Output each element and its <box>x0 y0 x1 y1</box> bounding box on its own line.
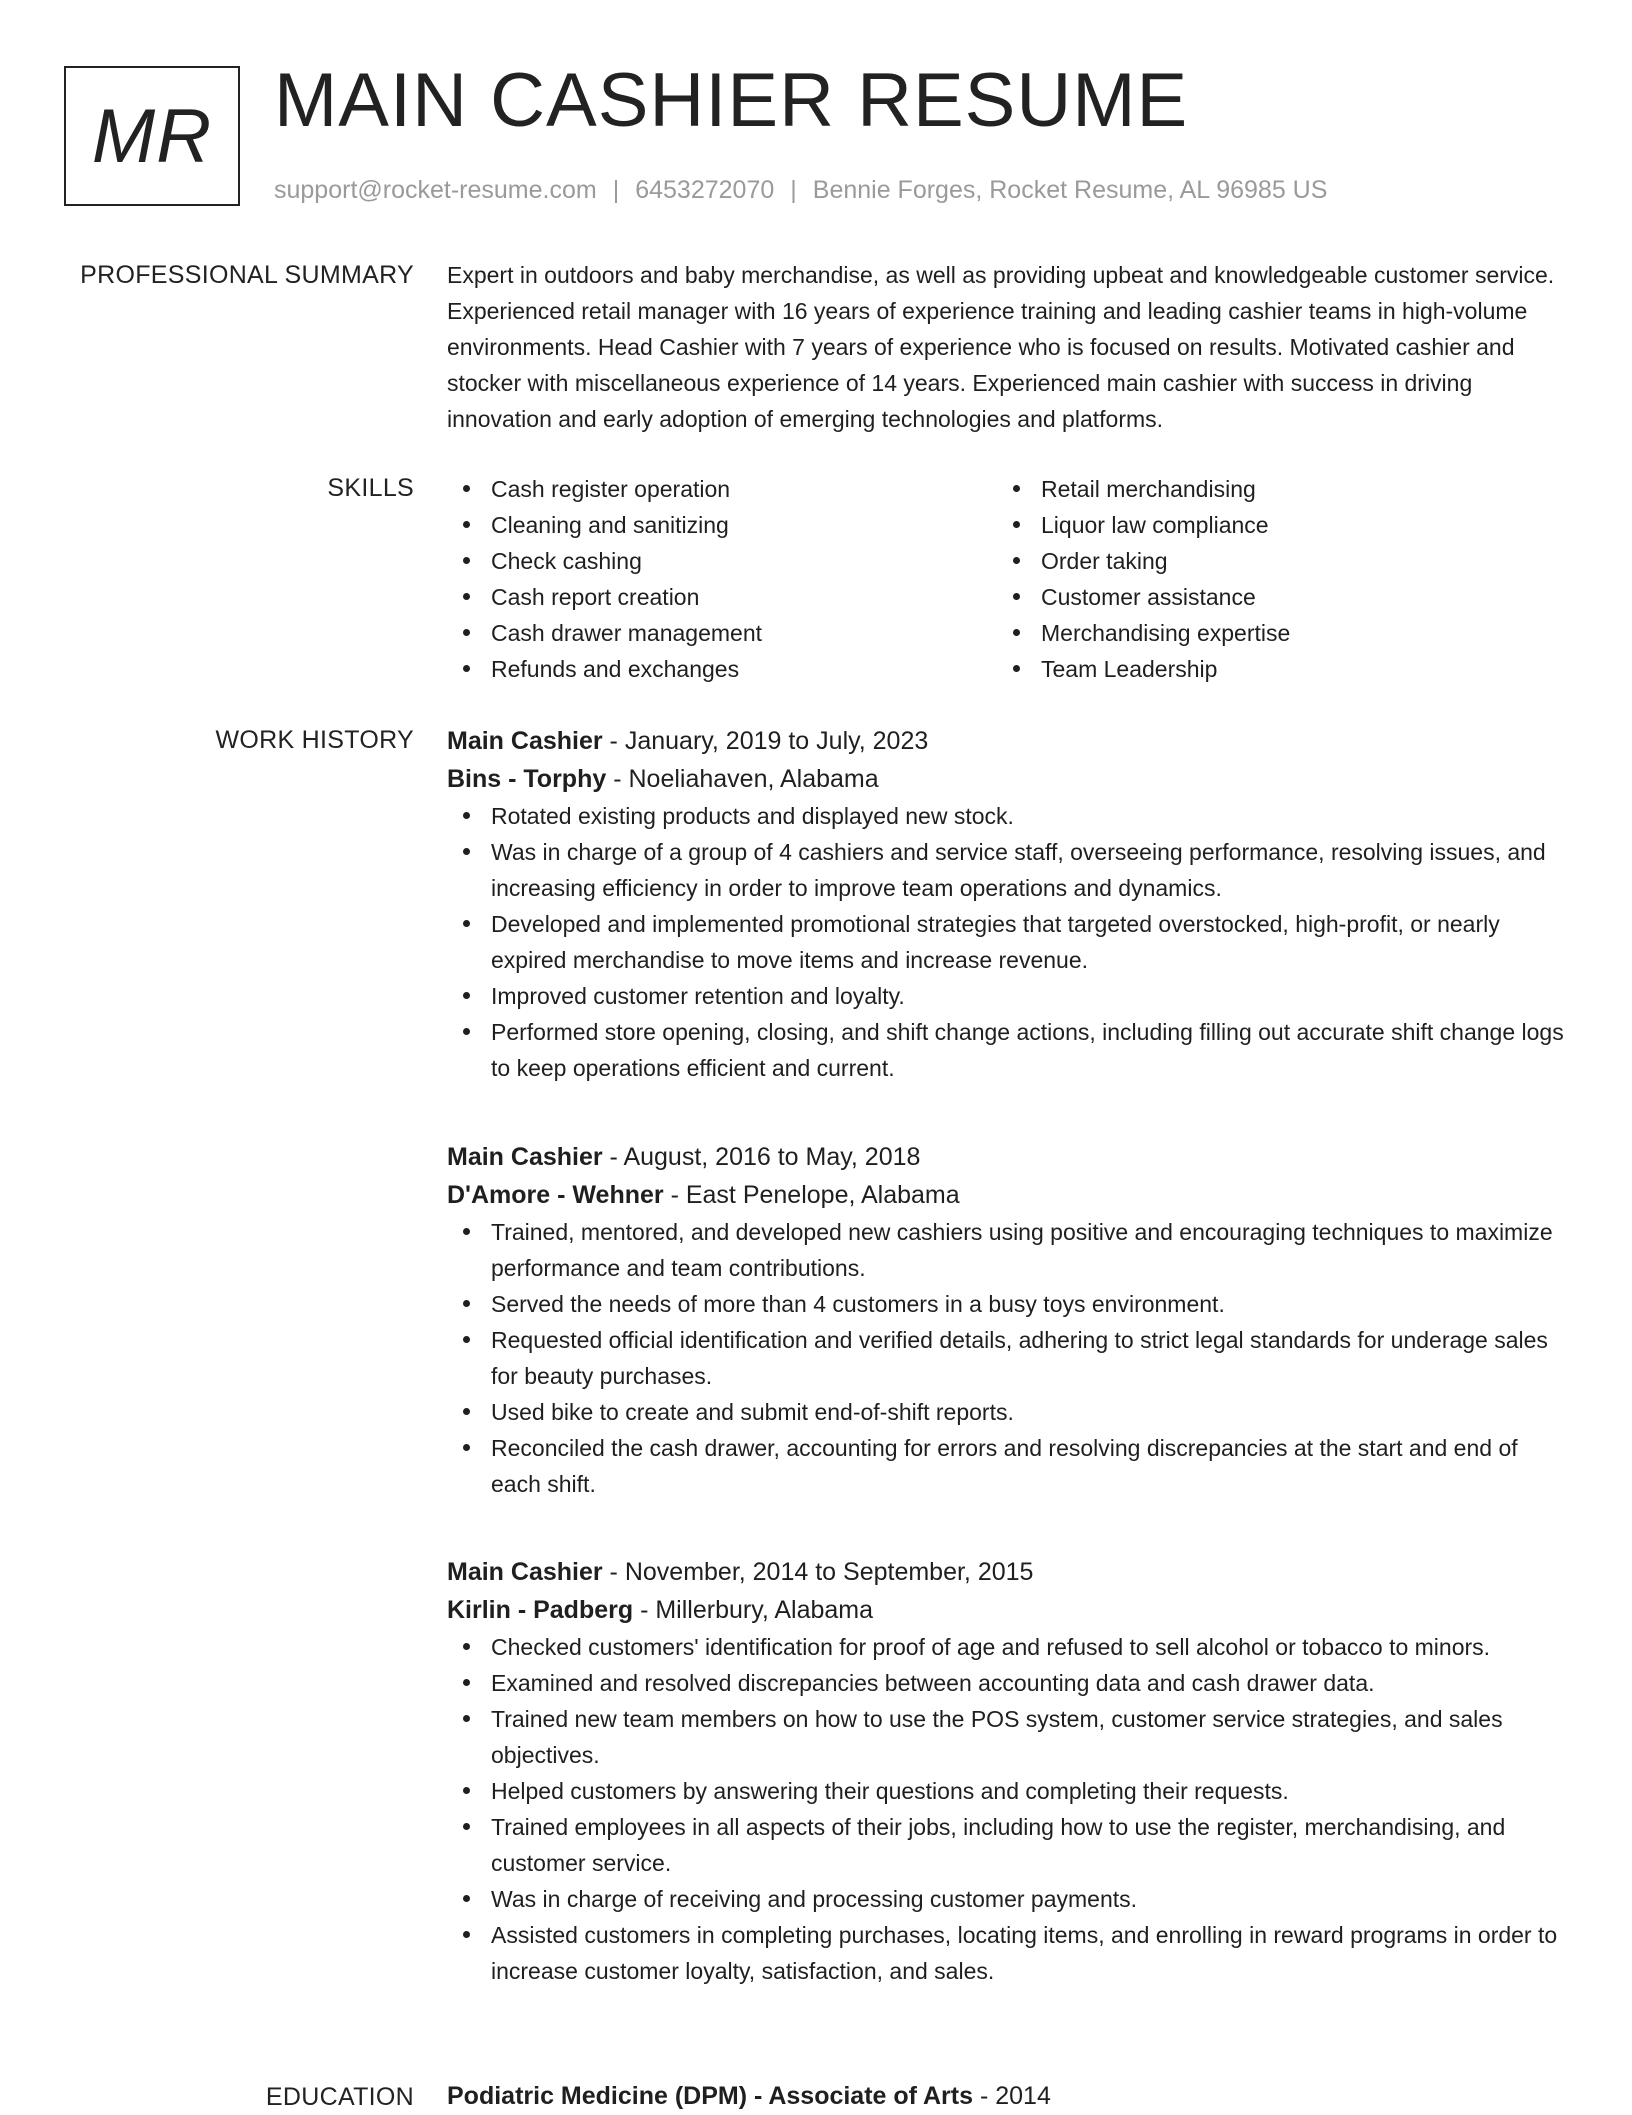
job-location: - Millerbury, Alabama <box>633 1596 874 1624</box>
job-duty: Examined and resolved discrepancies between accounting data and cash drawer data. <box>447 1665 1567 1701</box>
contact-phone: 6453272070 <box>635 176 775 204</box>
job-duty: Was in charge of a group of 4 cashiers and service staff, overseeing performance, resolving issues, and increasing efficiency in order to improve team operations and dynamics. <box>447 834 1567 906</box>
skill-item: Liquor law compliance <box>997 507 1547 543</box>
job-duty: Helped customers by answering their questions and completing their requests. <box>447 1773 1567 1809</box>
skill-item: Team Leadership <box>997 651 1547 687</box>
education-degree: Podiatric Medicine (DPM) - Associate of Arts <box>447 2082 974 2110</box>
job-dates: - January, 2019 to July, 2023 <box>602 727 929 755</box>
skills-list-right <box>997 471 1547 687</box>
skill-item: Order taking <box>997 543 1547 579</box>
skills-heading: SKILLS <box>327 474 414 502</box>
contact-address: Bennie Forges, Rocket Resume, AL 96985 US <box>812 176 1328 204</box>
skill-item: Cash register operation <box>447 471 997 507</box>
education-year: - 2014 <box>973 2082 1051 2110</box>
job-duty: Served the needs of more than 4 customers in a busy toys environment. <box>447 1286 1567 1322</box>
resume-title: MAIN CASHIER RESUME <box>274 58 1189 143</box>
job-company-line <box>447 760 1567 798</box>
contact-separator: | <box>790 176 797 204</box>
job-location: - Noeliahaven, Alabama <box>606 765 879 793</box>
job-duty: Developed and implemented promotional strategies that targeted overstocked, high-profit, or nearly expired merchandise to move items and increase revenue. <box>447 906 1567 978</box>
job-duty: Trained employees in all aspects of their jobs, including how to use the register, merchandising, and customer service. <box>447 1809 1567 1881</box>
job-title-line <box>447 1138 1567 1176</box>
skills-section <box>447 471 1567 687</box>
contact-email: support@rocket-resume.com <box>274 176 597 204</box>
job-title: Main Cashier <box>447 1143 603 1171</box>
job-duty: Was in charge of receiving and processing customer payments. <box>447 1881 1567 1917</box>
skill-item: Refunds and exchanges <box>447 651 997 687</box>
job-duties <box>447 1214 1567 1502</box>
job-dates: - November, 2014 to September, 2015 <box>602 1558 1034 1586</box>
skill-item: Cash report creation <box>447 579 997 615</box>
job-title-line <box>447 1553 1567 1591</box>
job-title-line <box>447 722 1567 760</box>
job-entry <box>447 1553 1567 1989</box>
job-duty: Used bike to create and submit end-of-shift reports. <box>447 1394 1567 1430</box>
skill-item: Customer assistance <box>997 579 1547 615</box>
skills-list-left <box>447 471 997 687</box>
job-company-line <box>447 1591 1567 1629</box>
work-history-heading: WORK HISTORY <box>215 726 414 754</box>
job-duties <box>447 798 1567 1086</box>
job-company: D'Amore - Wehner <box>447 1181 664 1209</box>
education-line <box>447 2077 1567 2115</box>
job-duty: Trained, mentored, and developed new cashiers using positive and encouraging techniques to maximize performance and team contributions. <box>447 1214 1567 1286</box>
job-duty: Rotated existing products and displayed new stock. <box>447 798 1567 834</box>
job-company: Bins - Torphy <box>447 765 607 793</box>
monogram-box <box>64 66 240 206</box>
summary-text: Expert in outdoors and baby merchandise, as well as providing upbeat and knowledgeable customer service. Experienced retail manager with 16 years of experience training and leading cashier teams in high-volume environments. Head Cashier with 7 years of experience who is focused on results. Motivated cashier and stocker with miscellaneous experience of 14 years. Experienced main cashier with success in driving innovation and early adoption of emerging technologies and platforms. <box>447 262 1555 432</box>
job-title: Main Cashier <box>447 727 603 755</box>
contact-line <box>274 174 1327 206</box>
summary-heading: PROFESSIONAL SUMMARY <box>80 261 414 289</box>
summary-section <box>447 257 1567 437</box>
job-entry <box>447 1138 1567 1502</box>
job-duty: Assisted customers in completing purchases, locating items, and enrolling in reward programs in order to increase customer loyalty, satisfaction, and sales. <box>447 1917 1567 1989</box>
job-location: - East Penelope, Alabama <box>663 1181 960 1209</box>
skill-item: Cash drawer management <box>447 615 997 651</box>
job-dates: - August, 2016 to May, 2018 <box>602 1143 921 1171</box>
education-heading: EDUCATION <box>265 2083 414 2111</box>
skill-item: Check cashing <box>447 543 997 579</box>
job-duty: Checked customers' identification for proof of age and refused to sell alcohol or tobacco to minors. <box>447 1629 1567 1665</box>
job-title: Main Cashier <box>447 1558 603 1586</box>
skill-item: Cleaning and sanitizing <box>447 507 997 543</box>
skills-grid <box>447 471 1567 687</box>
job-duty: Requested official identification and verified details, adhering to strict legal standards for underage sales for beauty purchases. <box>447 1322 1567 1394</box>
job-duty: Reconciled the cash drawer, accounting for errors and resolving discrepancies at the start and end of each shift. <box>447 1430 1567 1502</box>
job-duty: Performed store opening, closing, and shift change actions, including filling out accurate shift change logs to keep operations efficient and current. <box>447 1014 1567 1086</box>
job-company-line <box>447 1176 1567 1214</box>
monogram-initials: MR <box>91 93 213 179</box>
job-company: Kirlin - Padberg <box>447 1596 634 1624</box>
job-duty: Trained new team members on how to use the POS system, customer service strategies, and sales objectives. <box>447 1701 1567 1773</box>
job-duties <box>447 1629 1567 1989</box>
skill-item: Retail merchandising <box>997 471 1547 507</box>
education-entry <box>447 2077 1567 2115</box>
contact-separator: | <box>612 176 620 204</box>
skill-item: Merchandising expertise <box>997 615 1547 651</box>
job-duty: Improved customer retention and loyalty. <box>447 978 1567 1014</box>
job-entry <box>447 722 1567 1086</box>
